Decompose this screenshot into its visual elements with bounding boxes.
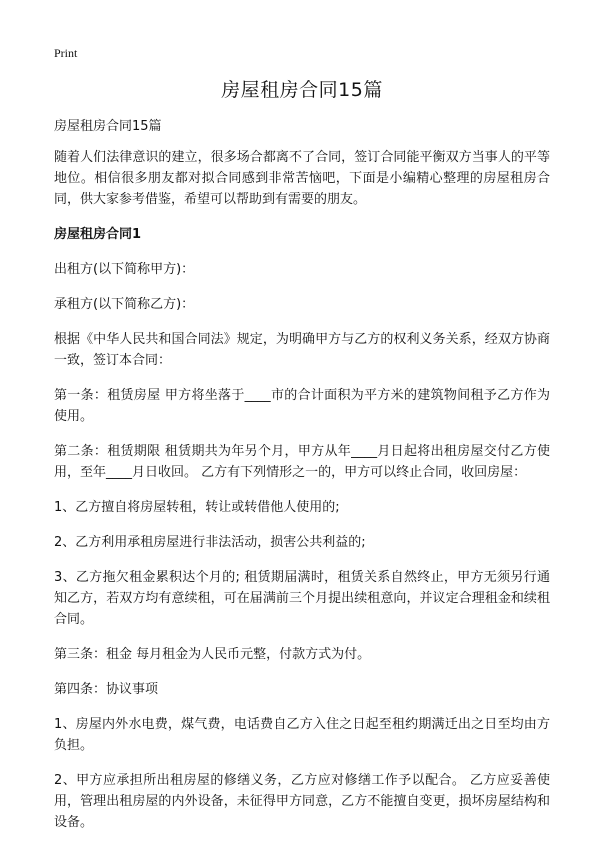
document-body	[54, 76, 550, 847]
print-link[interactable]: Print	[54, 46, 78, 60]
lessor-line: 出租方(以下简称甲方)：	[54, 262, 195, 277]
agreement-item-2: 2、甲方应承担所出租房屋的修缮义务，乙方应对修缮工作予以配合。 乙方应妥善使用，管理出租房屋的内外设备，未征得甲方同意，乙方不能擅自变更，损坏房屋结构和设备。	[54, 773, 550, 830]
document-subtitle: 房屋租房合同15篇	[54, 119, 162, 134]
article-4-heading: 第四条：协议事项	[54, 682, 159, 697]
intro-paragraph: 随着人们法律意识的建立，很多场合都离不了合同，签订合同能平衡双方当事人的平等地位。相信很多朋友都对拟合同感到非常苦恼吧，下面是小编精心整理的房屋租房合同，供大家参考借鉴，希望可以帮助到有需要的朋友。	[54, 150, 550, 207]
contract-preamble: 根据《中华人民共和国合同法》规定，为明确甲方与乙方的权利义务关系，经双方协商一致，签订本合同：	[54, 332, 550, 368]
article-2-paragraph: 第二条：租赁期限 租赁期共为年另个月，甲方从年____月日起将出租房屋交付乙方使用，至年____月日收回。 乙方有下列情形之一的，甲方可以终止合同，收回房屋：	[54, 444, 550, 480]
termination-item-2: 2、乙方利用承租房屋进行非法活动，损害公共利益的;	[54, 535, 366, 550]
article-1-paragraph: 第一条：租赁房屋 甲方将坐落于____市的合计面积为平方米的建筑物间租予乙方作为使用。	[54, 388, 550, 424]
section-heading: 房屋租房合同1	[54, 227, 142, 242]
document-title: 房屋租房合同15篇	[221, 79, 383, 101]
termination-item-1: 1、乙方擅自将房屋转租，转让或转借他人使用的;	[54, 500, 340, 515]
agreement-item-1: 1、房屋内外水电费，煤气费，电话费自乙方入住之日起至租约期满迁出之日至均由方负担。	[54, 717, 550, 753]
lessee-line: 承租方(以下简称乙方)：	[54, 297, 195, 312]
termination-item-3: 3、乙方拖欠租金累积达个月的; 租赁期届满时，租赁关系自然终止，甲方无须另行通知乙方，若双方均有意续租，可在届满前三个月提出续租意向，并议定合理租金和续租合同。	[54, 570, 550, 627]
article-3-paragraph: 第三条：租金 每月租金为人民币元整，付款方式为付。	[54, 647, 371, 662]
